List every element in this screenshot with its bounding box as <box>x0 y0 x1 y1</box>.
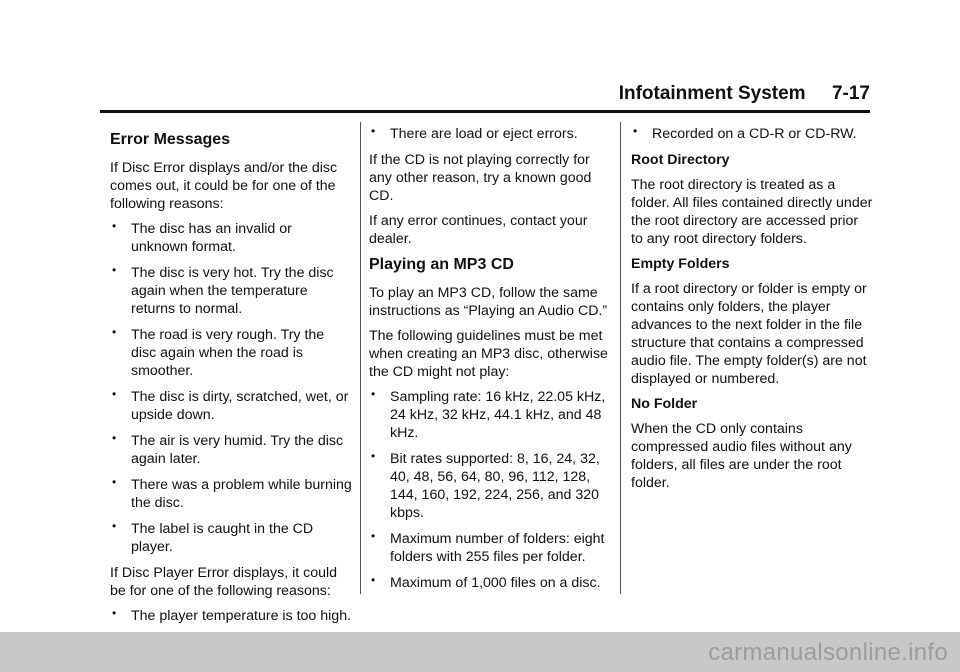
bullet-icon: • <box>371 529 376 543</box>
list-item: • The label is caught in the CD player. <box>112 519 314 555</box>
bullet-icon: • <box>112 431 117 445</box>
bullet-icon: • <box>633 124 638 138</box>
footer-bar <box>0 632 960 672</box>
bullet-icon: • <box>112 325 117 339</box>
list-item: • There was a problem while burning the disc. <box>112 475 352 511</box>
list-item: • There are load or eject errors. <box>371 124 578 142</box>
bullet-icon: • <box>112 387 117 401</box>
bullet-icon: • <box>371 387 376 401</box>
section-heading-playing-mp3: Playing an MP3 CD <box>369 256 514 273</box>
paragraph: If any error continues, contact your dealer. <box>369 213 588 247</box>
paragraph: If Disc Error displays and/or the disc comes out, it could be for one of the following reasons: <box>110 160 338 212</box>
list-item: • Maximum number of folders: eight folders with 255 files per folder. <box>371 529 605 565</box>
bullet-icon: • <box>371 573 376 587</box>
paragraph: If Disc Player Error displays, it could be for one of the following reasons: <box>110 565 338 599</box>
list-item: • The disc has an invalid or unknown format. <box>112 219 292 255</box>
bullet-icon: • <box>112 519 117 533</box>
paragraph: When the CD only contains compressed audio files without any folders, all files are under the root folder. <box>631 421 852 491</box>
bullet-icon: • <box>371 124 376 138</box>
bullet-list <box>110 220 352 556</box>
section-title: Infotainment System <box>618 83 806 104</box>
bullet-icon: • <box>112 606 117 620</box>
bullet-list <box>631 125 873 143</box>
column-divider <box>360 122 361 594</box>
subheading-no-folder: No Folder <box>631 396 698 412</box>
bullet-icon: • <box>112 219 117 233</box>
subheading-root-directory: Root Directory <box>631 152 730 168</box>
list-item: • Recorded on a CD-R or CD-RW. <box>633 124 857 142</box>
list-item: • The player temperature is too high. <box>112 606 352 624</box>
list-item: • The disc is dirty, scratched, wet, or upside down. <box>112 387 349 423</box>
bullet-icon: • <box>112 263 117 277</box>
list-item: • Maximum of 1,000 files on a disc. <box>371 573 601 591</box>
column-divider <box>620 122 621 594</box>
bullet-list <box>369 388 611 592</box>
list-item: • The road is very rough. Try the disc again when the road is smoother. <box>112 325 325 379</box>
bullet-list <box>110 607 352 625</box>
watermark: carmanualsonline.info <box>708 639 948 666</box>
page-header <box>100 80 870 113</box>
column-2 <box>369 125 611 600</box>
paragraph: The following guidelines must be met when creating an MP3 disc, otherwise the CD might not play: <box>369 328 608 380</box>
list-item: • The disc is very hot. Try the disc again when the temperature returns to normal. <box>112 263 334 317</box>
list-item: • The air is very humid. Try the disc again later. <box>112 431 344 467</box>
paragraph: If the CD is not playing correctly for any other reason, try a known good CD. <box>369 152 592 204</box>
page-number: 7-17 <box>831 83 870 104</box>
page-header-title <box>619 83 870 105</box>
column-3 <box>631 125 873 499</box>
list-item: • Sampling rate: 16 kHz, 22.05 kHz, 24 kHz, 32 kHz, 44.1 kHz, and 48 kHz. <box>371 387 606 441</box>
column-1 <box>110 125 352 633</box>
subheading-empty-folders: Empty Folders <box>631 256 730 272</box>
bullet-icon: • <box>112 475 117 489</box>
list-item: • Bit rates supported: 8, 16, 24, 32, 40, 48, 56, 64, 80, 96, 112, 128, 144, 160, 192, 224, 256, and 320 kbps. <box>371 449 600 521</box>
paragraph: If a root directory or folder is empty or contains only folders, the player advances to the next folder in the file structure that contains a compressed audio file. The empty folder(s) are not displayed or numbered. <box>631 281 867 387</box>
paragraph: To play an MP3 CD, follow the same instructions as “Playing an Audio CD.” <box>369 285 608 319</box>
section-heading-error-messages: Error Messages <box>110 131 231 148</box>
bullet-list <box>369 125 611 143</box>
paragraph: The root directory is treated as a folder. All files contained directly under the root directory are accessed prior to any root directory folders. <box>631 177 873 247</box>
bullet-icon: • <box>371 449 376 463</box>
